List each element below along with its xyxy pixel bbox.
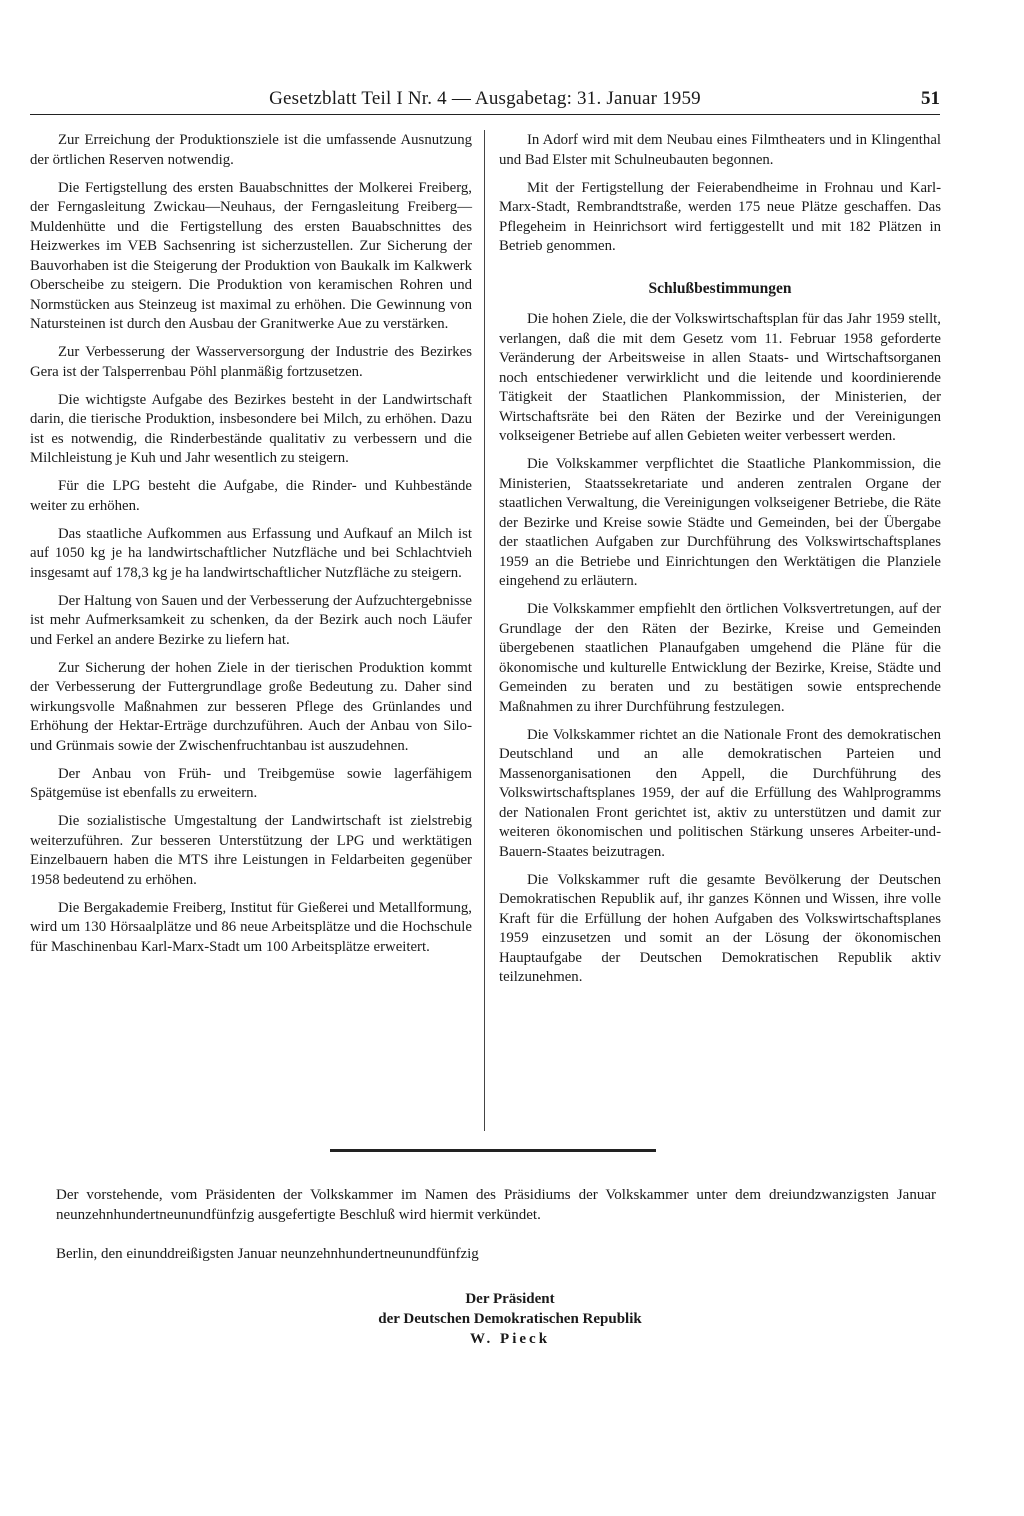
paragraph: Zur Verbesserung der Wasserversorgung der Industrie des Bezirkes Gera ist der Talsperrenbau Pöhl planmäßig fortzusetzen. xyxy=(30,344,472,380)
header-rule xyxy=(30,114,940,115)
paragraph: Zur Sicherung der hohen Ziele in der tierischen Produktion kommt der Verbesserung der Futtergrundlage große Bedeutung zu. Daher sind wirkungsvolle Maßnahmen zur besseren Pflege des Grünlandes und Erhöhung der Hektar-Erträge durchzuführen. Auch der Anbau von Silo- und Grünmais sowie der Zwischenfruchtanbau ist auszudehnen. xyxy=(30,659,472,754)
paragraph: Der Haltung von Sauen und der Verbesserung der Aufzuchtergebnisse ist mehr Aufmerksamkeit zu schenken, da der Bezirk auch noch Läufer und Ferkel an andere Bezirke zu liefern hat. xyxy=(30,592,472,648)
paragraph: Für die LPG besteht die Aufgabe, die Rinder- und Kuhbestände weiter zu erhöhen. xyxy=(30,478,472,514)
paragraph: Die Fertigstellung des ersten Bauabschnittes der Molkerei Freiberg, der Ferngasleitung Zwickau—Neuhaus, der Ferngasleitung Freiberg—Muldenhütte und die Fertigstellung des ersten Bauabschnittes des Heizwerkes im VEB Sachsenring ist sicherzustellen. Zur Sicherung der Bauvorhaben ist die Steigerung der Produktion von Baukalk im Kalkwerk Oberscheibe zu steigern. Die Produktion von keramischen Rohren und Normstücken aus Steinzeug ist maximal zu erhöhen. Die Gewinnung von Natursteinen ist durch den Ausbau der Granitwerke Aue zu verstärken. xyxy=(30,179,472,332)
paragraph: Die Bergakademie Freiberg, Institut für Gießerei und Metallformung, wird um 130 Hörsaalplätze und 86 neue Arbeitsplätze und die Hochschule für Maschinenbau Karl-Marx-Stadt um 100 Arbeitsplätze erweitert. xyxy=(30,899,472,955)
signature-name: W. Pieck xyxy=(469,1331,551,1347)
promulgation-text: Der vorstehende, vom Präsidenten der Volkskammer im Namen des Präsidiums der Volkskammer unter dem dreiundzwanzigsten Januar neunzehnhundertneunundfünfzig ausgefertigte Beschluß wird hiermit verkündet. xyxy=(56,1187,936,1223)
page-number: 51 xyxy=(921,88,940,109)
paragraph: Die wichtigste Aufgabe des Bezirkes besteht in der Landwirtschaft darin, die tierische Produktion, insbesondere bei Milch, zu erhöhen. Dazu ist es notwendig, die Rinderbestände qualitativ zu verbessern und die Milchleistung je Kuh und Jahr wesentlich zu steigern. xyxy=(30,391,472,466)
section-heading: Schlußbestimmungen xyxy=(648,279,792,297)
signature-office: der Deutschen Demokratischen Republik xyxy=(378,1311,642,1327)
header-title: Gesetzblatt Teil I Nr. 4 — Ausgabetag: 31. Januar 1959 xyxy=(269,88,701,109)
paragraph: Die sozialistische Umgestaltung der Landwirtschaft ist zielstrebig weiterzuführen. Zur besseren Unterstützung der LPG und werktätigen Einzelbauern haben die MTS ihre Leistungen in Feldarbeiten gegenüber 1958 bedeutend zu erhöhen. xyxy=(30,813,472,888)
paragraph: Zur Erreichung der Produktionsziele ist die umfassende Ausnutzung der örtlichen Reserven notwendig. xyxy=(30,132,472,168)
page-header xyxy=(30,84,940,114)
signature-block xyxy=(260,1289,760,1349)
signature-title: Der Präsident xyxy=(465,1291,555,1307)
paragraph: Die Volkskammer empfiehlt den örtlichen Volksvertretungen, auf der Grundlage der den Räten der Bezirke, Kreise und Gemeinden übergebenen staatlichen Planaufgaben umgehend die Pläne für die ökonomische und kulturelle Entwicklung der Bezirke, Kreise, Städte und Gemeinden zu beraten und zu bestätigen sowie entsprechende Maßnahmen zu ihrer Durchführung festzulegen. xyxy=(499,601,941,715)
paragraph: Das staatliche Aufkommen aus Erfassung und Aufkauf an Milch ist auf 1050 kg je ha landwirtschaftlicher Nutzfläche und bei Schlachtvieh insgesamt auf 178,3 kg je ha landwirtschaftlicher Nutzfläche zu steigern. xyxy=(30,525,472,581)
right-column xyxy=(499,131,941,996)
paragraph: In Adorf wird mit dem Neubau eines Filmtheaters und in Klingenthal und Bad Elster mit Schulneubauten begonnen. xyxy=(499,132,941,168)
column-divider xyxy=(484,130,485,1131)
paragraph: Die Volkskammer verpflichtet die Staatliche Plankommission, die Ministerien, Staatssekretariate und anderen zentralen Organe der staatlichen Verwaltung, die Vereinigungen volkseigener Betriebe, die Räte der Bezirke und Kreise sowie Städte und Gemeinden, bei der Übergabe der staatlichen Aufgaben zur Durchführung des Volkswirtschaftsplanes 1959 an die Betriebe und Einrichtungen den Werktätigen die Planziele eingehend zu erläutern. xyxy=(499,456,941,589)
dateline: Berlin, den einunddreißigsten Januar neunzehnhundertneunundfünfzig xyxy=(56,1246,479,1262)
left-column xyxy=(30,131,472,966)
paragraph: Die Volkskammer ruft die gesamte Bevölkerung der Deutschen Demokratischen Republik auf, ihr ganzes Können und Wissen, ihre volle Kraft für die Erfüllung der hohen Aufgaben des Volkswirtschaftsplanes 1959 einzusetzen und somit an der Lösung der ökonomischen Hauptaufgabe der Deutschen Demokratischen Republik aktiv teilzunehmen. xyxy=(499,871,941,985)
paragraph: Die hohen Ziele, die der Volkswirtschaftsplan für das Jahr 1959 stellt, verlangen, daß die mit dem Gesetz vom 11. Februar 1958 geforderte Veränderung der Arbeitsweise in allen Staats- und Wirtschaftsorganen noch entschiedener verwirklicht und die leitende und koordinierende Tätigkeit der Staatlichen Plankommission, der Ministerien, der Wirtschaftsräte bei den Räten der Bezirke und der Vereinigungen volkseigener Betriebe auf allen Gebieten weiter verbessert werden. xyxy=(499,311,941,444)
paragraph: Mit der Fertigstellung der Feierabendheime in Frohnau und Karl-Marx-Stadt, Rembrandtstraße, werden 175 neue Plätze geschaffen. Das Pflegeheim in Heinrichsort wird fertiggestellt und mit 182 Plätzen in Betrieb genommen. xyxy=(499,179,941,254)
paragraph: Die Volkskammer richtet an die Nationale Front des demokratischen Deutschland und an alle demokratischen Parteien und Massenorganisationen den Appell, die Durchführung des Volkswirtschaftsplanes 1959, der auf die Erfüllung des Wahlprogramms der Nationalen Front gerichtet ist, aktiv zu unterstützen und damit zur weiteren ökonomischen und politischen Stärkung unseres Arbeiter-und-Bauern-Staates beizutragen. xyxy=(499,726,941,860)
paragraph: Der Anbau von Früh- und Treibgemüse sowie lagerfähigem Spätgemüse ist ebenfalls zu erweitern. xyxy=(30,765,472,801)
section-separator-rule xyxy=(330,1149,656,1152)
